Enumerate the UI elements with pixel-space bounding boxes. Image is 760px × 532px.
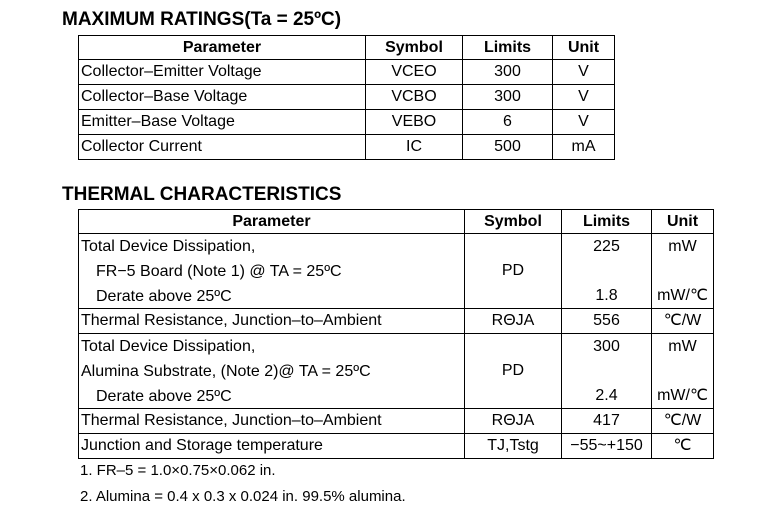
parameter-line: Alumina Substrate, (Note 2)@ TA = 25ºC [81, 363, 371, 380]
header-parameter: Parameter [79, 210, 465, 234]
unit-line: mW [668, 238, 697, 255]
max-ratings-table [78, 35, 615, 160]
table-cell-limit-group [562, 334, 652, 409]
parameter-line: Derate above 25ºC [96, 288, 232, 305]
table-cell-parameter: Collector Current [79, 135, 366, 160]
limit-line: 300 [593, 338, 620, 355]
table-cell-parameter: Junction and Storage temperature [79, 434, 465, 459]
symbol-text: PD [501, 262, 525, 279]
table-cell-limit: 556 [562, 309, 652, 334]
thermal-title: THERMAL CHARACTERISTICS [62, 184, 342, 205]
table-cell-parameter-group [79, 334, 465, 409]
table-cell-parameter: Emitter–Base Voltage [79, 110, 366, 135]
table-cell-parameter: Thermal Resistance, Junction–to–Ambient [79, 409, 465, 434]
table-cell-unit-group [652, 234, 714, 309]
table-cell-parameter-group [79, 234, 465, 309]
table-cell-unit: V [553, 60, 615, 85]
header-symbol: Symbol [465, 210, 562, 234]
parameter-line: FR−5 Board (Note 1) @ TA = 25ºC [96, 263, 342, 280]
header-unit: Unit [553, 36, 615, 60]
table-cell-limit: 417 [562, 409, 652, 434]
table-cell-limit: −55~+150 [562, 434, 652, 459]
header-symbol: Symbol [366, 36, 463, 60]
table-cell-symbol: VCBO [366, 85, 463, 110]
table-cell-limit: 6 [463, 110, 553, 135]
table-cell-symbol [465, 234, 562, 309]
table-cell-unit: V [553, 85, 615, 110]
header-unit: Unit [652, 210, 714, 234]
table-cell-parameter: Collector–Base Voltage [79, 85, 366, 110]
limit-line [562, 259, 651, 283]
table-cell-symbol: TJ,Tstg [465, 434, 562, 459]
table-cell-unit: mA [553, 135, 615, 160]
table-cell-symbol: VCEO [366, 60, 463, 85]
unit-line: mW/℃ [657, 287, 708, 304]
thermal-table [78, 209, 714, 459]
table-cell-symbol: RΘJA [465, 409, 562, 434]
header-parameter: Parameter [79, 36, 366, 60]
table-cell-limit: 300 [463, 60, 553, 85]
parameter-line: Total Device Dissipation, [81, 338, 256, 355]
header-limits: Limits [463, 36, 553, 60]
note-2: 2. Alumina = 0.4 x 0.3 x 0.024 in. 99.5% alumina. [80, 488, 406, 505]
table-cell-unit: V [553, 110, 615, 135]
header-limits: Limits [562, 210, 652, 234]
limit-line: 2.4 [595, 387, 618, 404]
table-cell-parameter: Collector–Emitter Voltage [79, 60, 366, 85]
unit-line [652, 359, 713, 383]
table-cell-symbol [465, 334, 562, 409]
table-cell-symbol: RΘJA [465, 309, 562, 334]
table-cell-unit: ℃/W [652, 409, 714, 434]
table-cell-unit: ℃ [652, 434, 714, 459]
unit-line: mW [668, 338, 697, 355]
table-cell-unit: ℃/W [652, 309, 714, 334]
note-1: 1. FR–5 = 1.0×0.75×0.062 in. [80, 462, 276, 479]
table-cell-parameter: Thermal Resistance, Junction–to–Ambient [79, 309, 465, 334]
table-cell-symbol: IC [366, 135, 463, 160]
limit-line [562, 359, 651, 383]
table-cell-symbol: VEBO [366, 110, 463, 135]
table-cell-limit: 500 [463, 135, 553, 160]
parameter-line: Total Device Dissipation, [81, 238, 256, 255]
limit-line: 1.8 [595, 287, 618, 304]
unit-line [652, 259, 713, 283]
max-ratings-title: MAXIMUM RATINGS(Ta = 25ºC) [62, 9, 342, 30]
table-cell-limit: 300 [463, 85, 553, 110]
unit-line: mW/℃ [657, 387, 708, 404]
table-cell-limit-group [562, 234, 652, 309]
parameter-line: Derate above 25ºC [96, 388, 232, 405]
symbol-text: PD [501, 362, 525, 379]
table-cell-unit-group [652, 334, 714, 409]
limit-line: 225 [593, 238, 620, 255]
